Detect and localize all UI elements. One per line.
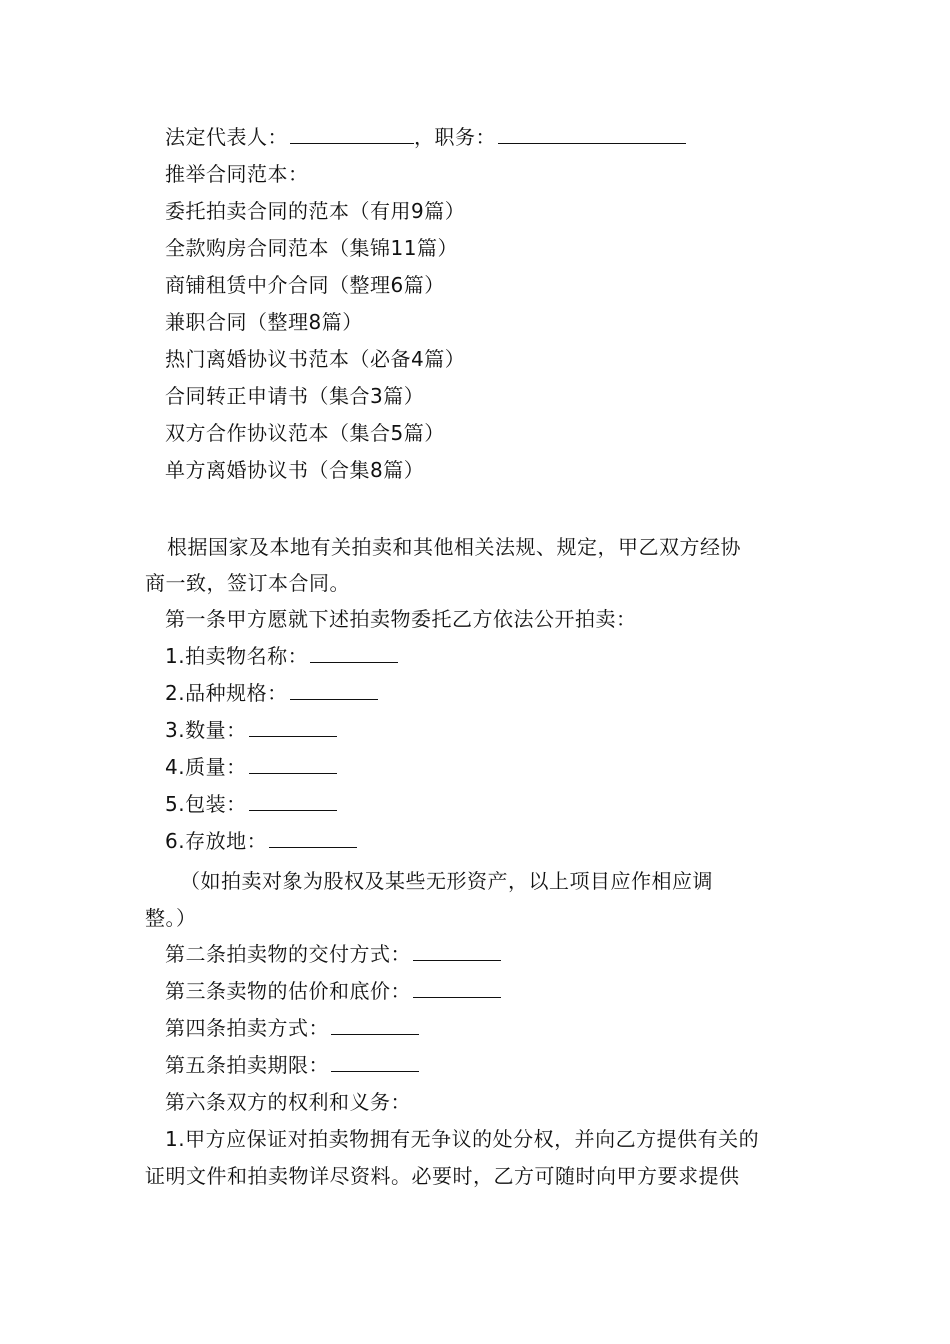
field-blank: [249, 753, 337, 774]
field-label: 2.品种规格：: [165, 681, 288, 705]
legal-rep-blank: [290, 123, 414, 144]
clause-1-line-1: 1.甲方应保证对拍卖物拥有无争议的处分权，并向乙方提供有关的: [165, 1127, 760, 1151]
field-label: 1.拍卖物名称：: [165, 644, 309, 668]
field-auction-item-name: [165, 642, 398, 670]
recommend-link-3[interactable]: 商铺租赁中介合同（整理6篇）: [165, 273, 445, 297]
recommend-link-2[interactable]: 全款购房合同范本（集锦11篇）: [165, 236, 458, 260]
field-storage-location: [165, 827, 357, 855]
field-blank: [249, 790, 337, 811]
position-blank: [498, 123, 686, 144]
recommend-link-1[interactable]: 委托拍卖合同的范本（有用9篇）: [165, 199, 466, 223]
field-label: 5.包装：: [165, 792, 247, 816]
article-label: 第五条拍卖期限：: [165, 1053, 329, 1077]
intro-paragraph-line-1: 根据国家及本地有关拍卖和其他相关法规、规定，甲乙双方经协: [167, 535, 741, 559]
article-label: 第四条拍卖方式：: [165, 1016, 329, 1040]
recommend-link-6[interactable]: 合同转正申请书（集合3篇）: [165, 384, 425, 408]
field-variety-spec: [165, 679, 378, 707]
article-2: [165, 940, 501, 968]
field-quantity: [165, 716, 337, 744]
recommend-link-5[interactable]: 热门离婚协议书范本（必备4篇）: [165, 347, 466, 371]
article-blank: [413, 977, 501, 998]
field-blank: [290, 679, 378, 700]
field-label: 6.存放地：: [165, 829, 268, 853]
intro-paragraph-line-2: 商一致，签订本合同。: [145, 571, 350, 595]
article-label: 第三条卖物的估价和底价：: [165, 979, 411, 1003]
note-line-1: （如拍卖对象为股权及某些无形资产，以上项目应作相应调: [180, 869, 713, 893]
legal-rep-label: 法定代表人：: [165, 125, 288, 149]
article-blank: [413, 940, 501, 961]
field-label: 3.数量：: [165, 718, 247, 742]
field-packaging: [165, 790, 337, 818]
position-label: ，职务：: [414, 125, 496, 149]
clause-1-line-2: 证明文件和拍卖物详尽资料。必要时，乙方可随时向甲方要求提供: [145, 1164, 740, 1188]
article-blank: [331, 1051, 419, 1072]
article-blank: [331, 1014, 419, 1035]
article-label: 第二条拍卖物的交付方式：: [165, 942, 411, 966]
recommend-link-7[interactable]: 双方合作协议范本（集合5篇）: [165, 421, 445, 445]
article-5: [165, 1051, 419, 1079]
field-label: 4.质量：: [165, 755, 247, 779]
field-quality: [165, 753, 337, 781]
recommend-link-4[interactable]: 兼职合同（整理8篇）: [165, 310, 363, 334]
recommend-heading: 推举合同范本：: [165, 162, 309, 186]
field-blank: [269, 827, 357, 848]
article-6: 第六条双方的权利和义务：: [165, 1090, 411, 1114]
article-4: [165, 1014, 419, 1042]
article-3: [165, 977, 501, 1005]
field-blank: [249, 716, 337, 737]
note-line-2: 整。）: [145, 906, 197, 930]
legal-representative-line: [165, 123, 686, 151]
field-blank: [310, 642, 398, 663]
recommend-link-8[interactable]: 单方离婚协议书（合集8篇）: [165, 458, 425, 482]
article-1: 第一条甲方愿就下述拍卖物委托乙方依法公开拍卖：: [165, 607, 637, 631]
